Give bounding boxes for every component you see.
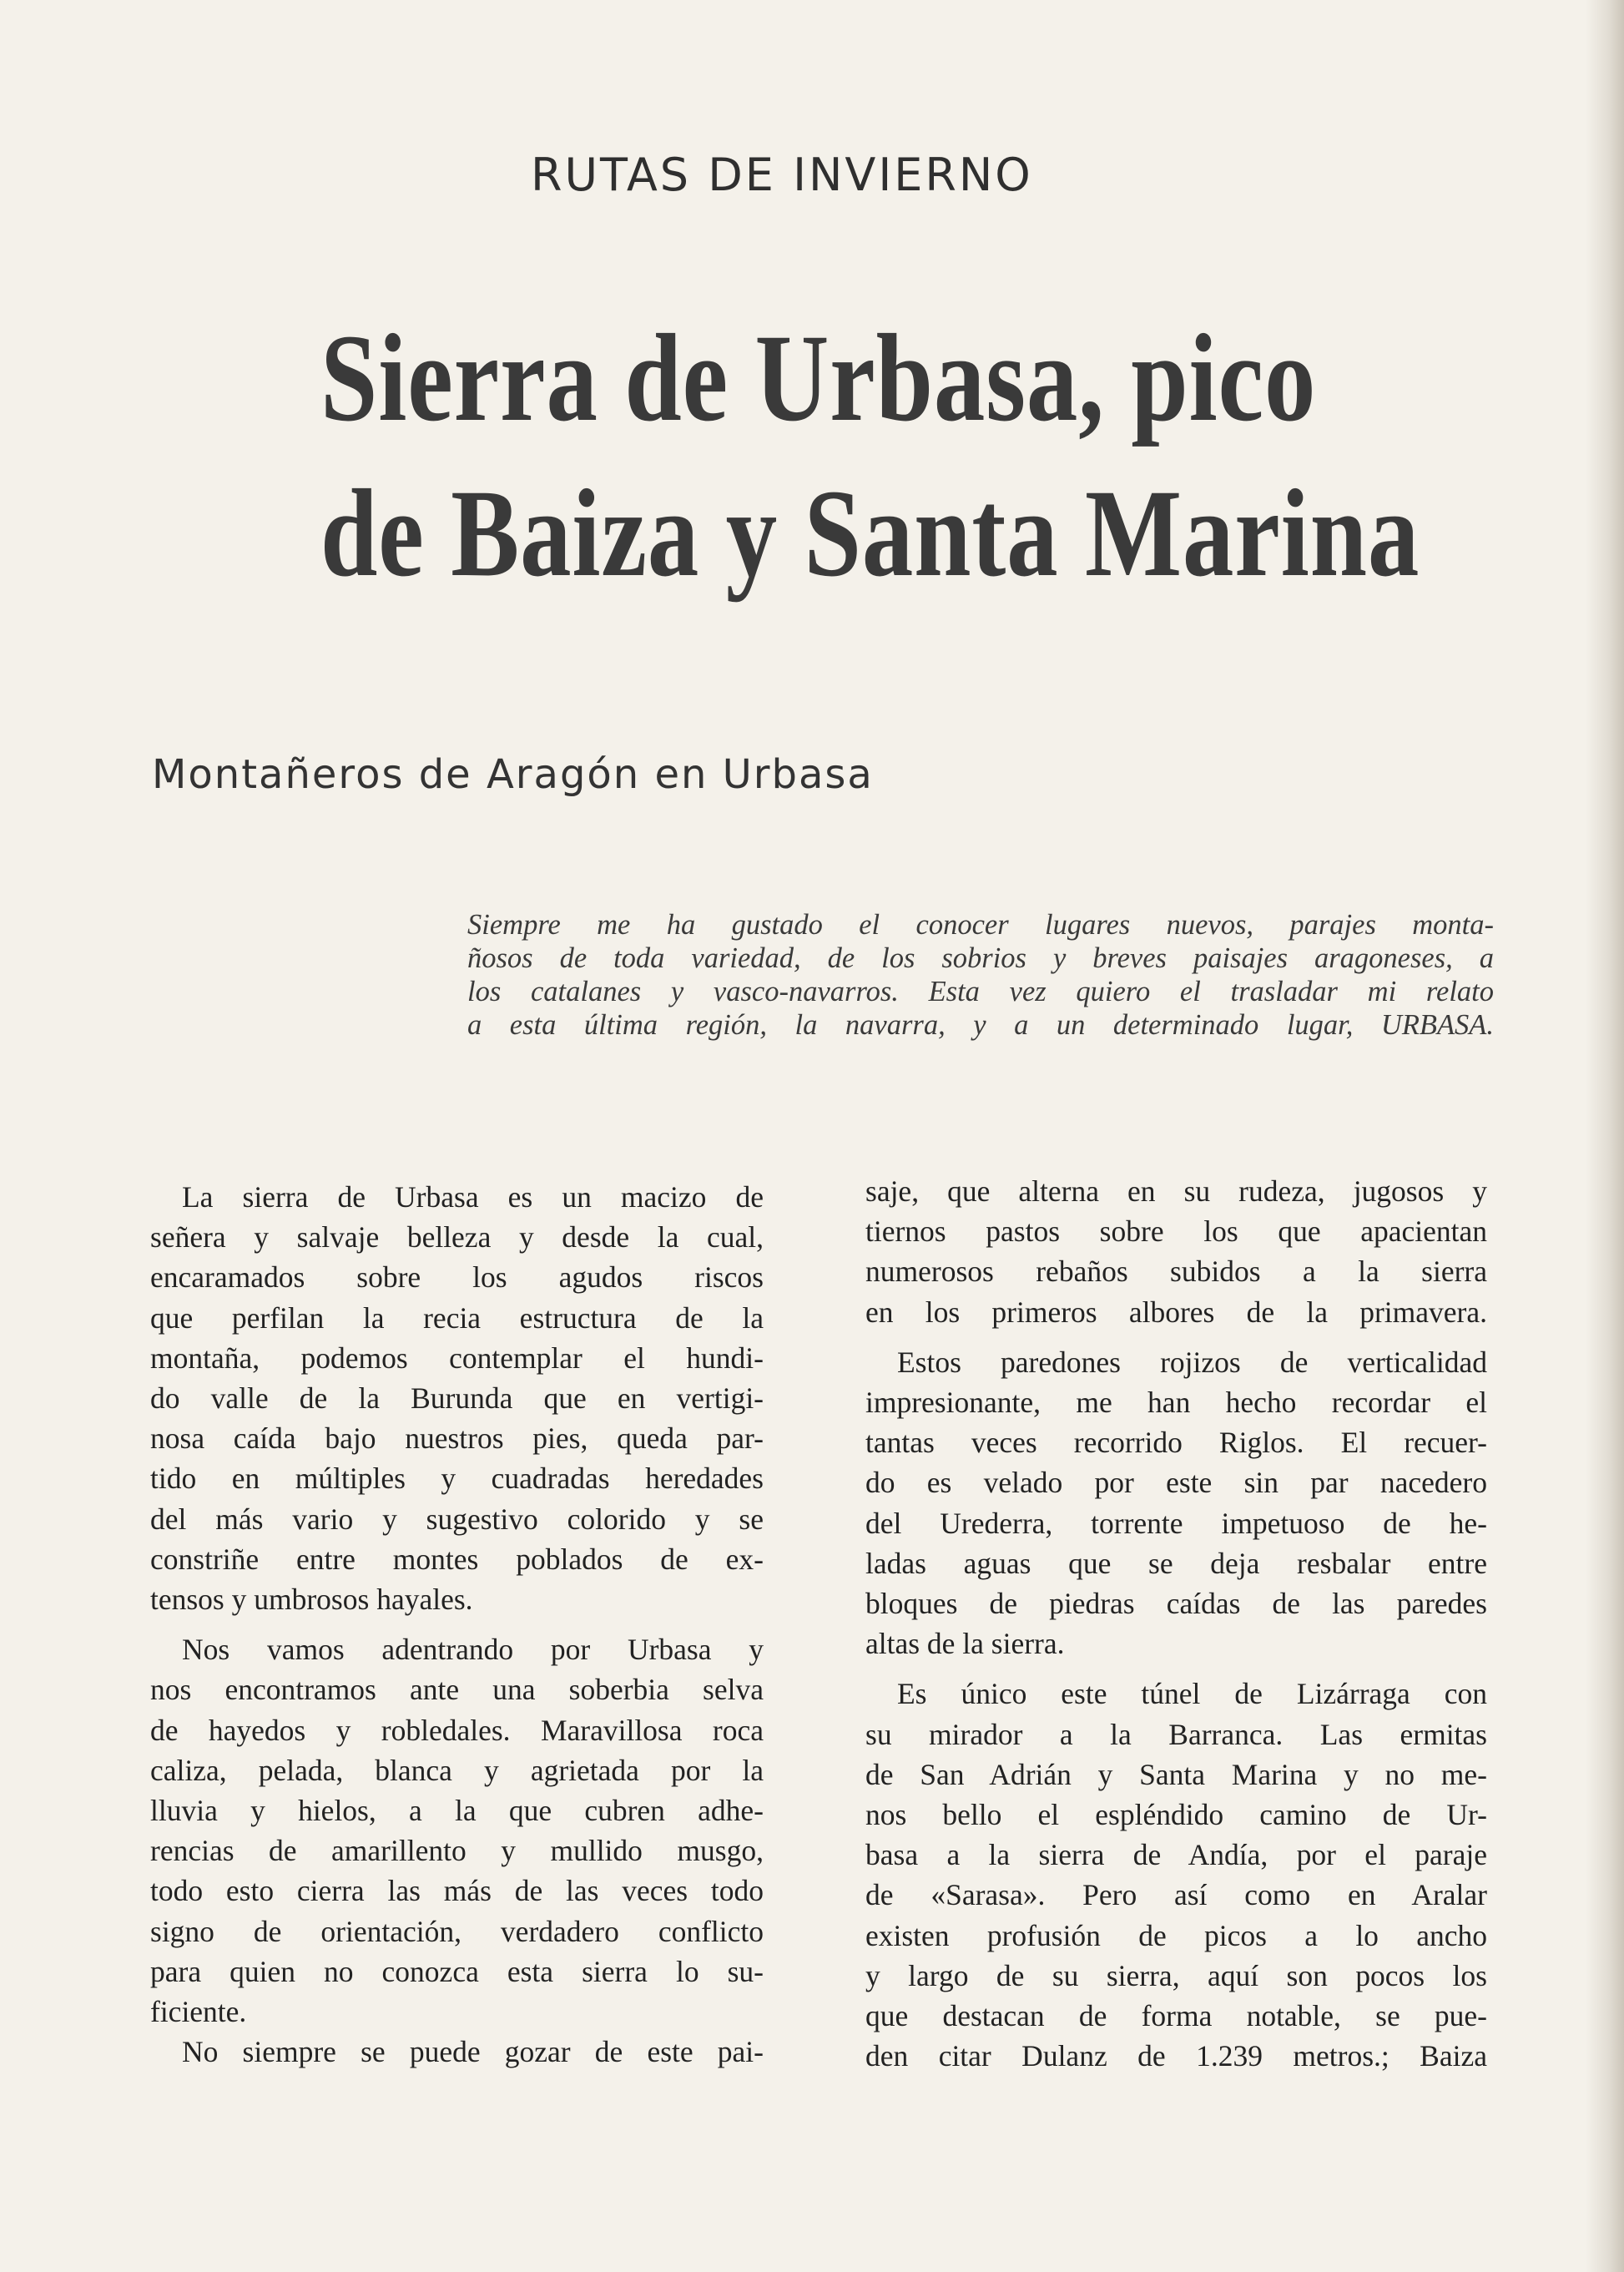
- title-line-2: de Baiza y Santa Marina: [320, 464, 1420, 603]
- body-line: señera y salvaje belleza y desde la cual,: [150, 1220, 764, 1255]
- article-subtitle: Montañeros de Aragón en Urbasa: [152, 751, 874, 798]
- body-line: Nos vamos adentrando por Urbasa y: [182, 1633, 764, 1667]
- body-line: de San Adrián y Santa Marina y no me-: [865, 1757, 1487, 1791]
- body-line: tido en múltiples y cuadradas heredades: [150, 1462, 764, 1496]
- body-line: montaña, podemos contemplar el hundi-: [150, 1340, 764, 1375]
- body-line: impresionante, me han hecho recordar el: [865, 1386, 1487, 1420]
- body-line: Es único este túnel de Lizárraga con: [897, 1677, 1487, 1711]
- body-line: altas de la sierra.: [865, 1627, 1065, 1661]
- body-line: existen profusión de picos a lo ancho: [865, 1918, 1487, 1952]
- section-label: RUTAS DE INVIERNO: [531, 149, 1033, 201]
- intro-paragraph: [467, 908, 1494, 1042]
- body-line: que destacan de forma notable, se pue-: [865, 1999, 1487, 2033]
- body-line: en los primeros albores de la primavera.: [865, 1295, 1487, 1329]
- body-line: ladas aguas que se deja resbalar entre: [865, 1546, 1487, 1580]
- body-line: basa a la sierra de Andía, por el paraje: [865, 1838, 1487, 1872]
- intro-line: Siempre me ha gustado el conocer lugares nuevos, parajes monta-: [467, 909, 1494, 941]
- body-line: del más vario y sugestivo colorido y se: [150, 1502, 764, 1536]
- body-line: ficiente.: [150, 1995, 247, 2029]
- body-line: nosa caída bajo nuestros pies, queda par-: [150, 1421, 764, 1456]
- body-line: do es velado por este sin par nacedero: [865, 1466, 1487, 1500]
- body-line: tensos y umbrosos hayales.: [150, 1583, 473, 1617]
- body-line: constriñe entre montes poblados de ex-: [150, 1542, 764, 1576]
- body-line: signo de orientación, verdadero conflicto: [150, 1914, 764, 1948]
- title-line-1: Sierra de Urbasa, pico: [320, 309, 1317, 447]
- body-column-left: [150, 1177, 764, 2072]
- body-line: su mirador a la Barranca. Las ermitas: [865, 1717, 1487, 1751]
- body-line: caliza, pelada, blanca y agrietada por la: [150, 1753, 764, 1787]
- body-line: numerosos rebaños subidos a la sierra: [865, 1255, 1487, 1289]
- body-line: todo esto cierra las más de las veces todo: [150, 1874, 764, 1908]
- body-line: bloques de piedras caídas de las paredes: [865, 1587, 1487, 1621]
- body-line: nos bello el espléndido camino de Ur-: [865, 1798, 1487, 1832]
- intro-line: los catalanes y vasco-navarros. Esta vez quiero el trasladar mi relato: [467, 976, 1494, 1007]
- intro-line: ñosos de toda variedad, de los sobrios y breves paisajes aragoneses, a: [467, 942, 1494, 974]
- body-column-right: [865, 1171, 1487, 2076]
- body-line: La sierra de Urbasa es un macizo de: [182, 1180, 764, 1214]
- body-line: de hayedos y robledales. Maravillosa roca: [150, 1713, 764, 1747]
- body-line: saje, que alterna en su rudeza, jugosos y: [865, 1174, 1487, 1208]
- body-line: No siempre se puede gozar de este pai-: [182, 2035, 764, 2069]
- body-line: que perfilan la recia estructura de la: [150, 1300, 764, 1335]
- body-line: Estos paredones rojizos de verticalidad: [897, 1345, 1487, 1379]
- body-line: y largo de su sierra, aquí son pocos los: [865, 1958, 1487, 1992]
- intro-line: a esta última región, la navarra, y a un determinado lugar, URBASA.: [467, 1009, 1494, 1041]
- body-line: do valle de la Burunda que en vertigi-: [150, 1381, 764, 1416]
- body-line: rencias de amarillento y mullido musgo,: [150, 1834, 764, 1868]
- body-line: tiernos pastos sobre los que apacientan: [865, 1214, 1487, 1249]
- body-line: nos encontramos ante una soberbia selva: [150, 1673, 764, 1707]
- body-line: encaramados sobre los agudos riscos: [150, 1260, 764, 1295]
- article-title: [320, 300, 1420, 611]
- body-line: para quien no conozca esta sierra lo su-: [150, 1954, 764, 1988]
- body-line: den citar Dulanz de 1.239 metros.; Baiza: [865, 2039, 1487, 2073]
- page-edge-shadow: [1586, 0, 1624, 2272]
- body-line: de «Sarasa». Pero así como en Aralar: [865, 1878, 1487, 1912]
- body-line: del Urederra, torrente impetuoso de he-: [865, 1506, 1487, 1540]
- body-line: lluvia y hielos, a la que cubren adhe-: [150, 1794, 764, 1828]
- body-line: tantas veces recorrido Riglos. El recuer-: [865, 1426, 1487, 1460]
